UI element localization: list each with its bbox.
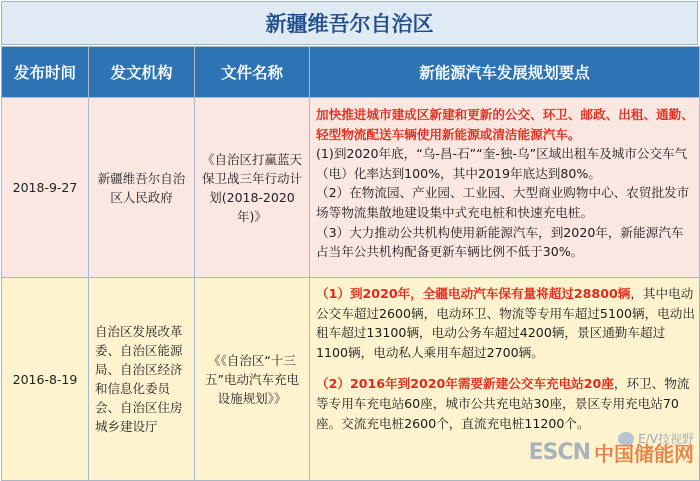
watermark-escn: ESCN <box>528 440 590 465</box>
point-2: （2）在物流园、产业园、工业园、大型商业购物中心、农贸批发市场等物流集散地建设集中式充电桩和快速充电桩。 <box>316 185 690 220</box>
header-date: 发布时间 <box>2 47 89 98</box>
watermark-cn: 中国储能网 <box>594 442 694 466</box>
cell-points <box>310 98 700 278</box>
point-1-rest: ，其中电动公交车超过2600辆，电动环卫、物流等专用车超过5100辆，电动出租车超过13100辆，电动公务车超过4200辆，景区通勤车超过1100辆，电动私人乘用车超过2700辆。 <box>316 286 695 360</box>
header-points: 新能源汽车发展规划要点 <box>310 47 700 98</box>
header-doc: 文件名称 <box>195 47 310 98</box>
point-2 <box>316 374 695 433</box>
header-agency: 发文机构 <box>89 47 195 98</box>
table-row <box>2 98 700 278</box>
point-3: （3）大力推动公共机构使用新能源汽车，到2020年，新能源汽车占当年公共机构配备更新车辆比例不低于30%。 <box>316 224 684 260</box>
highlight-text: 加快推进城市建成区新建和更新的公交、环卫、邮政、出租、通勤、轻型物流配送车辆使用新能源或清洁能源汽车。 <box>316 107 694 142</box>
page-title: 新疆维吾尔自治区 <box>1 1 698 45</box>
point-1: (1)到2020年底，“乌-昌-石”“奎-独-乌”区域出租车及城市公交车气（电）化率达到100%，其中2019年底达到80%。 <box>316 146 688 181</box>
table-header-row <box>2 47 700 98</box>
cell-agency: 自治区发展改革委、自治区能源局、自治区经济和信息化委员会、自治区住房城乡建设厅 <box>89 278 195 481</box>
cell-date: 2018-9-27 <box>2 98 89 278</box>
point-2-highlight: （2）2016年到2020年需要新建公交车充电站20座 <box>316 376 614 392</box>
point-1 <box>316 284 695 362</box>
cell-doc: 《自治区打赢蓝天保卫战三年行动计划(2018-2020年)》 <box>195 98 310 278</box>
cell-date: 2016-8-19 <box>2 278 89 481</box>
cell-agency: 新疆维吾尔自治区人民政府 <box>89 98 195 278</box>
point-1-highlight: （1）到2020年，全疆电动汽车保有量将超过28800辆 <box>316 286 631 301</box>
cell-doc: 《《自治区“十三五”电动汽车充电设施规划》》 <box>195 278 310 481</box>
badge-text: E/V技视野 <box>638 432 694 446</box>
point-2-rest: ，环卫、物流等专用车充电站60座，城市公共充电站30座，景区专用充电站70座。交流充电桩2600个，直流充电桩11200个。 <box>316 376 690 431</box>
watermark-logo <box>529 438 694 467</box>
policy-table <box>1 46 700 481</box>
